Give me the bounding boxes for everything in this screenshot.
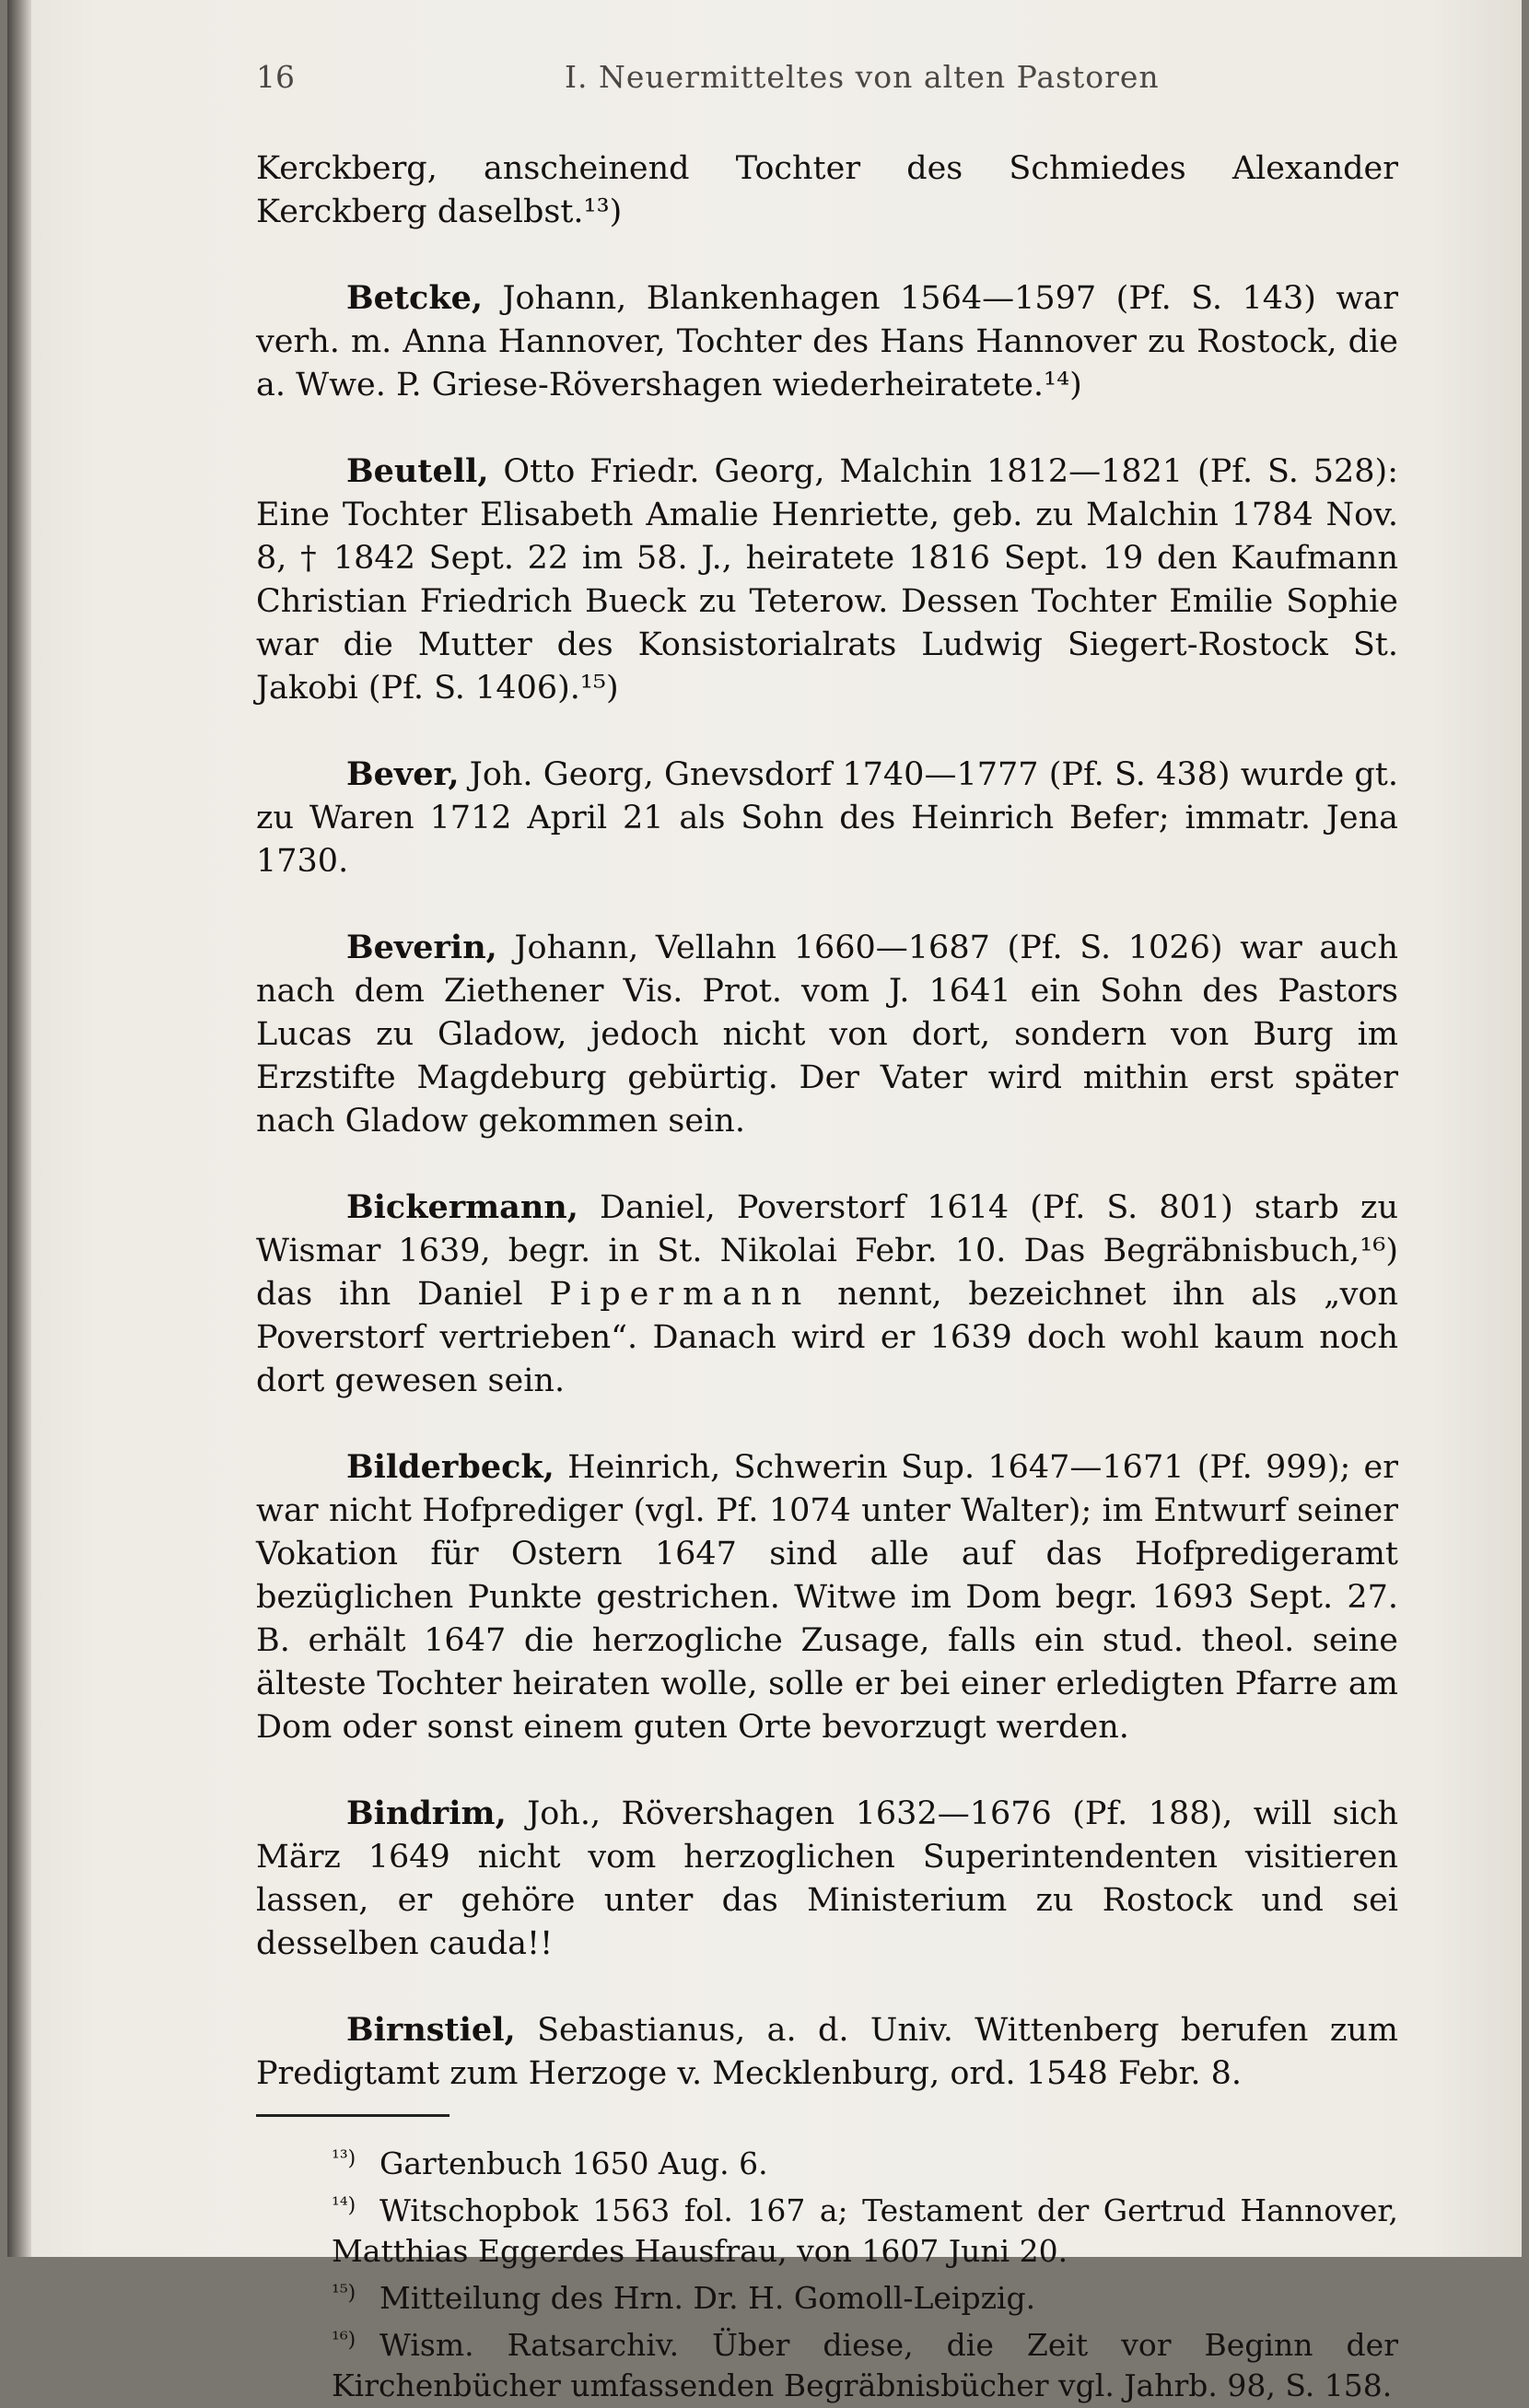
entry-bever: [256, 753, 1398, 883]
entry-text: Joh., Rövershagen 1632—1676 (Pf. 188), will sich März 1649 nicht vom herzoglichen Superintendenten visitieren lassen, er gehöre unter das Ministerium zu Rostock und sei desselben cauda!!: [256, 1795, 1398, 1962]
entry-text: Johann, Blankenhagen 1564—1597 (Pf. S. 143) war verh. m. Anna Hannover, Tochter des Hans Hannover zu Rostock, die a. Wwe. P. Griese-Rövershagen wiederheiratete.¹⁴): [256, 280, 1398, 403]
entry-beutell: [256, 450, 1398, 710]
entry-bindrim: [256, 1792, 1398, 1966]
book-gutter: [7, 0, 31, 2257]
footnote-mark: ¹⁵): [332, 2282, 356, 2305]
footnote-rule: [256, 2114, 449, 2117]
entry-name: Bickermann,: [346, 1188, 578, 1226]
entry-name: Bindrim,: [346, 1794, 507, 1832]
running-head: I. Neuermitteltes von alten Pastoren: [565, 59, 1160, 95]
entry-name: Bever,: [346, 755, 460, 793]
footnote-14: [256, 2186, 1398, 2272]
footnote-mark: ¹³): [332, 2147, 356, 2170]
entry-name: Bilderbeck,: [346, 1448, 554, 1486]
page-content: [256, 55, 1398, 2408]
footnote-13: [256, 2139, 1398, 2184]
entry-name: Birnstiel,: [346, 2011, 516, 2049]
entry-name: Beutell,: [346, 452, 489, 490]
entry-name: Betcke,: [346, 279, 484, 317]
spaced-name: Pipermann: [549, 1276, 811, 1313]
entry-beverin: [256, 926, 1398, 1143]
entry-text: nennt, bezeichnet ihn als „von Poverstorf vertrieben“. Danach wird er 1639 doch wohl kaum noch dort gewesen sein.: [256, 1276, 1398, 1399]
entry-text: Joh. Georg, Gnevsdorf 1740—1777 (Pf. S. 438) wurde gt. zu Waren 1712 April 21 als Sohn des Heinrich Befer; immatr. Jena 1730.: [256, 756, 1398, 880]
footnote-mark: ¹⁶): [332, 2329, 356, 2352]
footnote-text: Witschopbok 1563 fol. 167 a; Testament der Gertrud Hannover, Matthias Eggerdes Hausfrau, von 1607 Juni 20.: [332, 2192, 1398, 2269]
entry-text: Johann, Vellahn 1660—1687 (Pf. S. 1026) war auch nach dem Ziethener Vis. Prot. vom J. 1641 ein Sohn des Pastors Lucas zu Gladow, jedoch nicht von dort, sondern von Burg im Erzstifte Magdeburg gebürtig. Der Vater wird mithin erst später nach Gladow gekommen sein.: [256, 929, 1398, 1140]
footnote-text: Wism. Ratsarchiv. Über diese, die Zeit vor Beginn der Kirchenbücher umfassenden Begräbnisbücher vgl. Jahrb. 98, S. 158.: [332, 2327, 1398, 2403]
entry-text: Sebastianus, a. d. Univ. Wittenberg berufen zum Predigtamt zum Herzoge v. Mecklenburg, ord. 1548 Febr. 8.: [256, 2012, 1398, 2092]
entry-text: Daniel, Poverstorf 1614 (Pf. S. 801) starb zu Wismar 1639, begr. in St. Nikolai Febr. 10. Das Begräbnisbuch,¹⁶) das ihn Daniel: [256, 1189, 1398, 1313]
continuation-paragraph: Kerckberg, anscheinend Tochter des Schmiedes Alexander Kerckberg daselbst.¹³): [256, 150, 1398, 230]
entry-text: Otto Friedr. Georg, Malchin 1812—1821 (Pf. S. 528): Eine Tochter Elisabeth Amalie Henriette, geb. zu Malchin 1784 Nov. 8, † 1842 Sept. 22 im 58. J., heiratete 1816 Sept. 19 den Kaufmann Christian Friedrich Bueck zu Teterow. Dessen Tochter Emilie Sophie war die Mutter des Konsistorialrats Ludwig Siegert-Rostock St. Jakobi (Pf. S. 1406).¹⁵): [256, 453, 1398, 707]
footnote-15: [256, 2274, 1398, 2319]
entry-name: Beverin,: [346, 929, 497, 966]
footnote-text: Mitteilung des Hrn. Dr. H. Gomoll-Leipzig.: [379, 2280, 1036, 2316]
entry-text: Heinrich, Schwerin Sup. 1647—1671 (Pf. 999); er war nicht Hofprediger (vgl. Pf. 1074 unter Walter); im Entwurf seiner Vokation für Ostern 1647 sind alle auf das Hofpredigeramt bezüglichen Punkte gestrichen. Witwe im Dom begr. 1693 Sept. 27. B. erhält 1647 die herzogliche Zusage, falls ein stud. theol. seine älteste Tochter heiraten wolle, solle er bei einer erledigten Pfarre am Dom oder sonst einem guten Orte bevorzugt werden.: [256, 1449, 1398, 1746]
entry-bilderbeck: [256, 1445, 1398, 1749]
page-number: 16: [256, 59, 295, 95]
entry-birnstiel: [256, 2008, 1398, 2096]
page-header: [256, 55, 1398, 107]
footnote-text: Gartenbuch 1650 Aug. 6.: [379, 2145, 768, 2181]
footnote-mark: ¹⁴): [332, 2194, 356, 2217]
book-page: [7, 0, 1522, 2403]
footnote-16: [256, 2320, 1398, 2406]
entry-betcke: [256, 276, 1398, 407]
entry-bickermann: [256, 1186, 1398, 1403]
